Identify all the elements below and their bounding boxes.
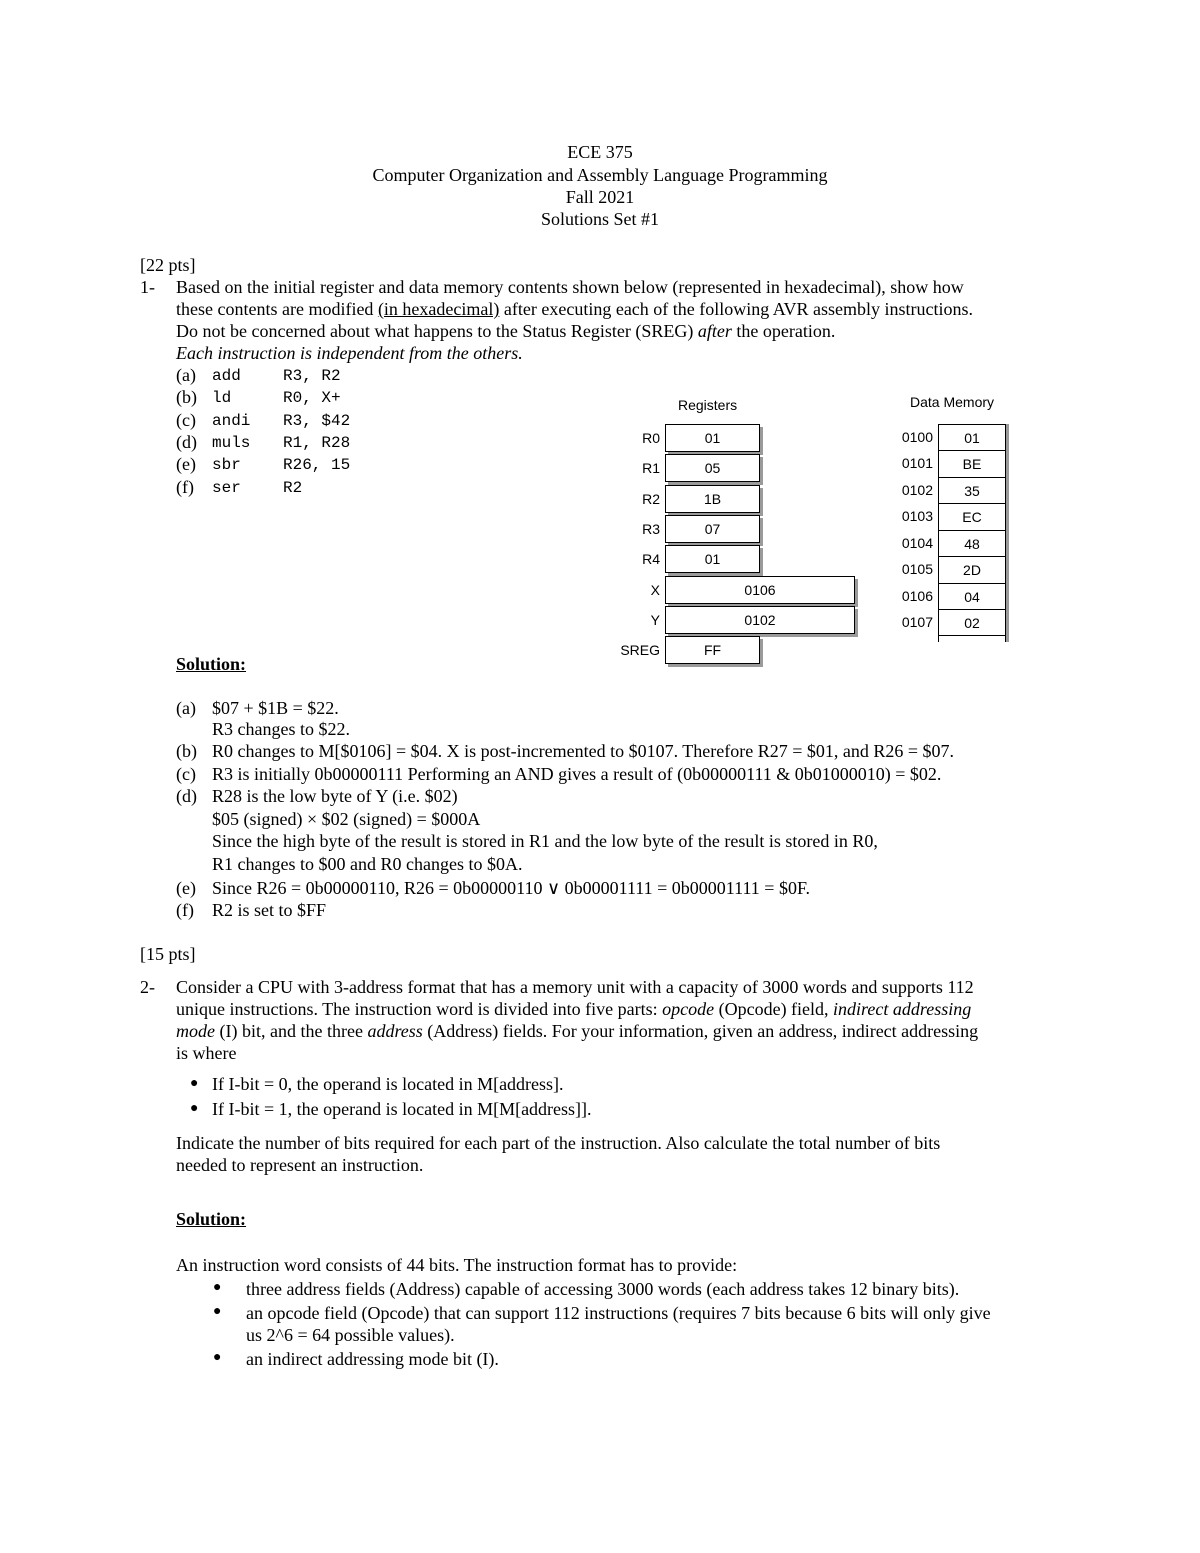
q1-line2: these contents are modified (in hexadecimal) after executing each of the following AVR assembly instructions. (176, 299, 973, 319)
bullet-icon: ● (190, 1076, 199, 1091)
term: Fall 2021 (565, 187, 635, 207)
memory-address: 0106 (901, 588, 933, 604)
course-title: Computer Organization and Assembly Language Programming (372, 165, 828, 185)
memory-address: 0102 (901, 482, 933, 498)
instruction-label: (a) (176, 365, 196, 385)
memory-address: 0107 (901, 614, 933, 630)
solution-text: $05 (signed) × $02 (signed) = $000A (212, 809, 481, 829)
instruction-args: R26, 15 (283, 456, 351, 474)
solution-text: R3 is initially 0b00000111 Performing an AND gives a result of (0b00000111 & 0b01000010) = $02. (212, 764, 942, 784)
register-label: R3 (642, 521, 660, 537)
solution-item-label: (c) (176, 764, 196, 784)
instruction-op: ser (212, 479, 241, 497)
memory-cell: 01 (939, 424, 1005, 451)
register-label: R2 (642, 491, 660, 507)
memory-cell: 04 (939, 583, 1005, 610)
q2-bullet1: If I-bit = 0, the operand is located in M[address]. (212, 1074, 564, 1094)
q2-line3: mode (I) bit, and the three address (Address) fields. For your information, given an address, indirect addressing (176, 1021, 979, 1041)
x-register-cell: 0106 (665, 576, 855, 604)
bullet-icon: ● (213, 1304, 222, 1319)
register-cell: 01 (665, 545, 760, 573)
q2-number: 2- (140, 977, 155, 997)
instruction-label: (e) (176, 454, 196, 474)
q1-number: 1- (140, 277, 155, 297)
bullet-icon: ● (190, 1101, 199, 1116)
data-memory-title: Data Memory (910, 394, 995, 410)
q2-solution-label: Solution: (176, 1209, 247, 1229)
solution-item-label: (a) (176, 698, 196, 718)
solution-text: R1 changes to $00 and R0 changes to $0A. (212, 854, 523, 874)
register-label: R0 (642, 430, 660, 446)
memory-cell: BE (939, 450, 1005, 477)
solution-text: Since R26 = 0b00000110, R26 = 0b00000110 ∨ 0b00001111 = 0b00001111 = $0F. (212, 878, 811, 898)
instruction-op: andi (212, 412, 251, 430)
q2-line6: needed to represent an instruction. (176, 1155, 424, 1175)
instruction-op: add (212, 367, 241, 385)
register-cell: 05 (665, 454, 760, 482)
q1-line1: Based on the initial register and data memory contents shown below (represented in hexadecimal), show how (176, 277, 964, 297)
document-title: Solutions Set #1 (540, 209, 660, 229)
q2-bullet2: If I-bit = 1, the operand is located in M[M[address]]. (212, 1099, 592, 1119)
register-label: R4 (642, 551, 660, 567)
q2-solution-line1: An instruction word consists of 44 bits. The instruction format has to provide: (176, 1255, 738, 1275)
instruction-args: R3, $42 (283, 412, 351, 430)
q1-solution-label: Solution: (176, 654, 247, 674)
solution-item-label: (b) (176, 741, 197, 761)
memory-address: 0105 (901, 561, 933, 577)
solution-text: R0 changes to M[$0106] = $04. X is post-incremented to $0107. Therefore R27 = $01, and R26 = $07. (212, 741, 955, 761)
data-memory-column (901, 424, 1006, 642)
solution-text: R28 is the low byte of Y (i.e. $02) (212, 786, 458, 806)
q2-line5: Indicate the number of bits required for each part of the instruction. Also calculate the total number of bits (176, 1133, 941, 1153)
y-register-cell: 0102 (665, 606, 855, 634)
q1-line4: Each instruction is independent from the others. (176, 343, 523, 363)
register-cell: 1B (665, 485, 760, 513)
solution-text: R3 changes to $22. (212, 719, 350, 739)
instruction-args: R0, X+ (283, 389, 341, 407)
register-label: R1 (642, 460, 660, 476)
q2-line4: is where (176, 1043, 237, 1063)
instruction-label: (b) (176, 387, 197, 407)
sreg-label: SREG (620, 642, 660, 658)
register-cell: 01 (665, 424, 760, 452)
solution-text: Since the high byte of the result is stored in R1 and the low byte of the result is stored in R0, (212, 831, 878, 851)
memory-address: 0104 (901, 535, 933, 551)
instruction-op: sbr (212, 456, 241, 474)
instruction-args: R3, R2 (283, 367, 341, 385)
solution-item-label: (e) (176, 878, 196, 898)
memory-cell: 48 (939, 530, 1005, 557)
memory-cell: 02 (939, 609, 1005, 636)
bullet-icon: ● (213, 1350, 222, 1365)
q2-solution-bullet2b: us 2^6 = 64 possible values). (246, 1325, 455, 1345)
sreg-cell: FF (665, 636, 760, 664)
solution-item-label: (f) (176, 900, 194, 920)
y-register-label: Y (650, 612, 660, 628)
x-register-label: X (650, 582, 660, 598)
q2-line2: unique instructions. The instruction word is divided into five parts: opcode (Opcode) field, indirect addressing (176, 999, 972, 1019)
instruction-label: (f) (176, 477, 194, 497)
register-cell: 07 (665, 515, 760, 543)
q2-line1: Consider a CPU with 3-address format that has a memory unit with a capacity of 3000 words and supports 112 (176, 977, 974, 997)
course-code: ECE 375 (567, 142, 633, 162)
memory-cell: 35 (939, 477, 1005, 504)
memory-bottom-line (939, 635, 1005, 636)
memory-cell: 2D (939, 556, 1005, 583)
instruction-label: (d) (176, 432, 197, 452)
solution-text: $07 + $1B = $22. (212, 698, 339, 718)
q1-points: [22 pts] (140, 255, 196, 275)
instruction-op: ld (212, 389, 232, 407)
memory-cell: EC (939, 503, 1005, 530)
registers-title: Registers (678, 397, 738, 413)
q1-line3: Do not be concerned about what happens to the Status Register (SREG) after the operation. (176, 321, 836, 341)
instruction-args: R2 (283, 479, 303, 497)
memory-address: 0100 (901, 429, 933, 445)
bullet-icon: ● (213, 1280, 222, 1295)
solution-item-label: (d) (176, 786, 197, 806)
solution-text: R2 is set to $FF (212, 900, 327, 920)
instruction-args: R1, R28 (283, 434, 351, 452)
memory-address: 0103 (901, 508, 933, 524)
q2-solution-bullet2a: an opcode field (Opcode) that can support 112 instructions (requires 7 bits because 6 bits will only give (246, 1303, 991, 1323)
instruction-op: muls (212, 434, 251, 452)
q2-solution-bullet3: an indirect addressing mode bit (I). (246, 1349, 499, 1369)
memory-address: 0101 (901, 455, 933, 471)
q2-solution-bullet1: three address fields (Address) capable of accessing 3000 words (each address takes 12 binary bits). (246, 1279, 960, 1299)
q2-points: [15 pts] (140, 944, 196, 964)
instruction-label: (c) (176, 410, 196, 430)
